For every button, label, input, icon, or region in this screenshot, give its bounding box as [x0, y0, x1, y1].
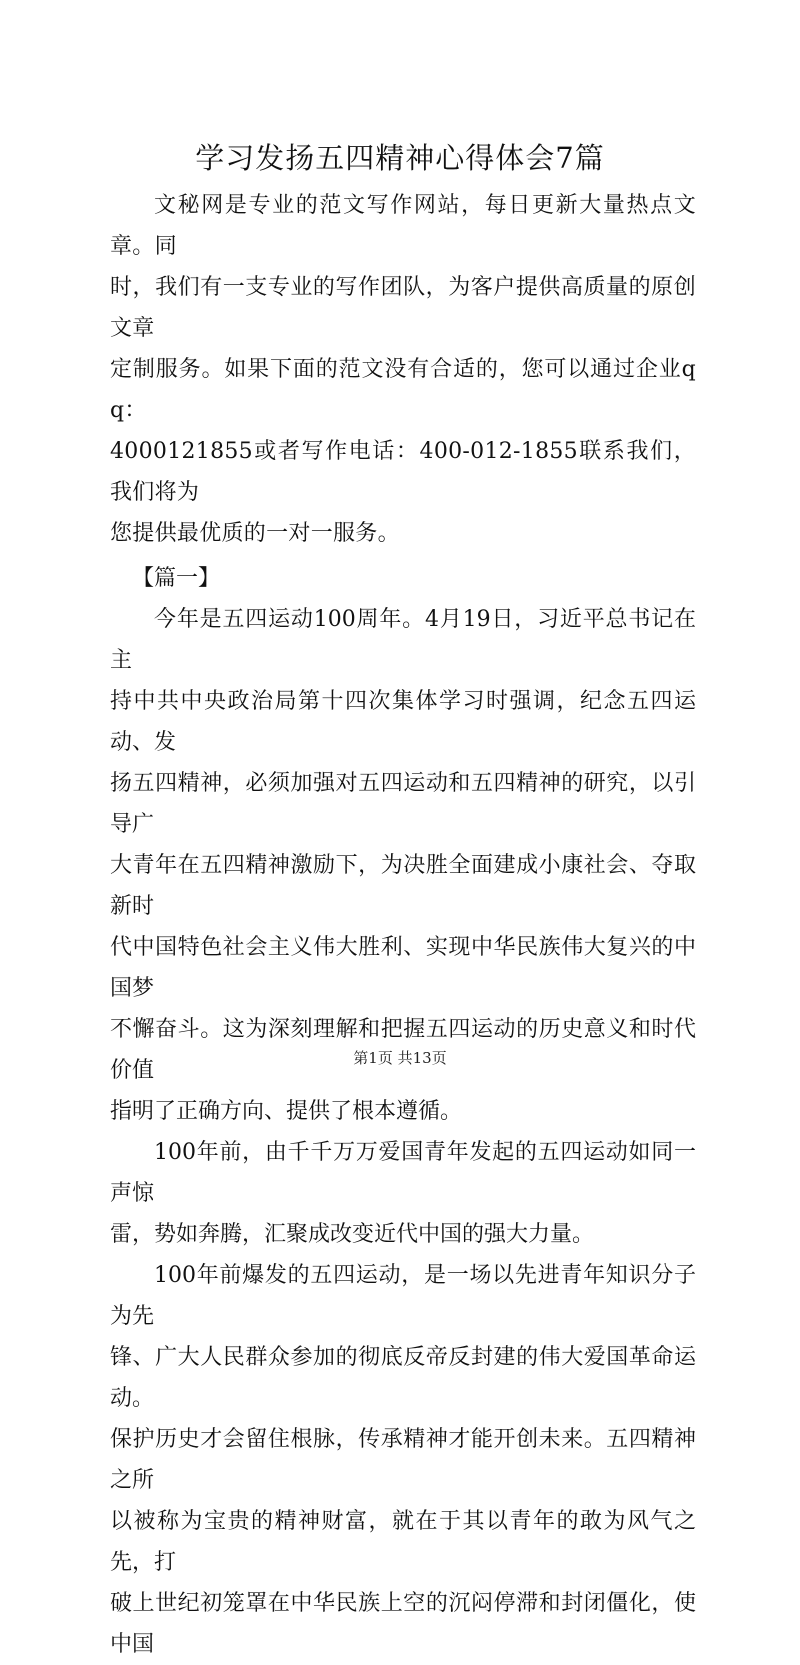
- intro-line: 文秘网是专业的范文写作网站，每日更新大量热点文章。同: [110, 193, 696, 259]
- paragraph-line: 代中国特色社会主义伟大胜利、实现中华民族伟大复兴的中国梦: [110, 935, 696, 1001]
- paragraph-line: 持中共中央政治局第十四次集体学习时强调，纪念五四运动、发: [110, 689, 696, 755]
- intro-paragraph: [110, 185, 696, 554]
- page-footer: [0, 1048, 800, 1068]
- body-paragraph-2: [110, 1132, 696, 1255]
- intro-line: 时，我们有一支专业的写作团队，为客户提供高质量的原创文章: [110, 275, 696, 341]
- intro-line: 定制服务。如果下面的范文没有合适的，您可以通过企业qq：: [110, 357, 696, 423]
- paragraph-line: 雷，势如奔腾，汇聚成改变近代中国的强大力量。: [110, 1222, 595, 1247]
- paragraph-line: 锋、广大人民群众参加的彻底反帝反封建的伟大爱国革命运动。: [110, 1345, 696, 1411]
- section-heading: 【篇一】: [132, 566, 221, 591]
- paragraph-line: 大青年在五四精神激励下，为决胜全面建成小康社会、夺取新时: [110, 853, 696, 919]
- document-title: 学习发扬五四精神心得体会7篇: [195, 141, 605, 175]
- body-paragraph-3: [110, 1255, 696, 1665]
- paragraph-line: 以被称为宝贵的精神财富，就在于其以青年的敢为风气之先，打: [110, 1509, 696, 1575]
- paragraph-line: 扬五四精神，必须加强对五四运动和五四精神的研究，以引导广: [110, 771, 696, 837]
- document-body: [110, 185, 696, 1665]
- paragraph-line: 100年前，由千千万万爱国青年发起的五四运动如同一声惊: [110, 1140, 696, 1206]
- paragraph-line: 不懈奋斗。这为深刻理解和把握五四运动的历史意义和时代价值: [110, 1017, 696, 1083]
- paragraph-line: 指明了正确方向、提供了根本遵循。: [110, 1099, 463, 1124]
- paragraph-line: 今年是五四运动100周年。4月19日，习近平总书记在主: [110, 607, 696, 673]
- paragraph-line: 保护历史才会留住根脉，传承精神才能开创未来。五四精神之所: [110, 1427, 696, 1493]
- intro-line: 您提供最优质的一对一服务。: [110, 521, 400, 546]
- page-number-label: 第1页 共13页: [353, 1049, 447, 1067]
- intro-line: 4000121855或者写作电话：400-012-1855联系我们，我们将为: [110, 439, 696, 505]
- paragraph-line: 100年前爆发的五四运动，是一场以先进青年知识分子为先: [110, 1263, 696, 1329]
- paragraph-line: 破上世纪初笼罩在中华民族上空的沉闷停滞和封闭僵化，使中国: [110, 1591, 696, 1657]
